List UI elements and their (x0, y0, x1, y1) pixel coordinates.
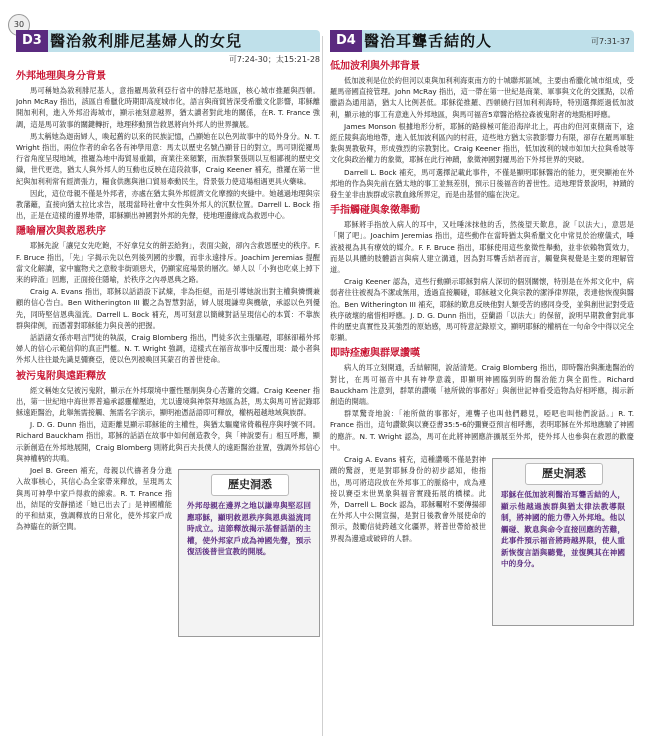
paragraph: Joel B. Green 補充，母親以代禱者身分進入故事核心，其信心為全家帶來釋放，呈現馬太與馬可神學中家戶得救的線索。R. T. France 指出，結尾的安靜描述「她已出去了」是神國權能的平和結束，強調釋放的日常化，使外邦家戶成為神臨在的新空間。 (16, 466, 172, 532)
subheading: 隱喻層次與救恩秩序 (16, 226, 106, 238)
paragraph: Craig A. Evans 指出，耶穌以話語設下試煉，非為拒絕，而是引導她說出對主權與憐憫兼顧的信心告白。Ben Witherington III 觀之為智慧對話，婦人展現謙卑與機敏，承認以色列優先，同時堅信恩典溢流。Darrell L. Bock 補充，馬可刻意以簡練對話呈現信心的本質：不靠族群與律例，而憑著對耶穌能力與良善的把握。 (16, 287, 320, 330)
paragraph: James Monson 根據地形分析，耶穌的路線極可能沿海岸北上，再由約但河東側南下，途經丘陵與高地地帶，進入低加波利區內的村莊，這些地方猶太宗教影響力有限，卻存在羅馬軍駐紮與異教敬拜，形成強烈的宗教對比。Craig Keener 指出，低加波利的城市如加大拉與希坡等文化與政治權力的象徵，耶穌在此行神蹟，象徵神國對羅馬治下外邦世界的突破。 (330, 121, 634, 165)
sidebar-title: 歷史洞悉 (525, 463, 603, 485)
subheading: 即時痊癒與群眾讚嘆 (330, 348, 420, 360)
scripture-reference: 可7:31-37 (590, 37, 630, 46)
paragraph: 話語諸女孫亦唱言門徒的執誤，Craig Blomberg 指出，門徒多次主張驅趕，耶穌卻藉外邦婦人的信心示範信仰的真正門檻。N. T. Wright 強調，這樣式在福音故事中反覆出現：最小者與外邦人往往最先識見彌賽亞，使以色列被喚回其蒙召的普世使命。 (16, 333, 320, 365)
paragraph: 因此，這位母親不僅是外邦者，亦處在猶太與外邦經濟文化摩擦的夾縫中。她越過地理與宗教藩籬，直接向猶太拉比求告，展現當時社會中女性與外邦人的沉默位置。Darrell L. Bock 指出，正是在這樣的邊界地帶，耶穌顯出神國對外邦的先聲，使地理邊緣成為救恩中心。 (16, 188, 320, 221)
paragraph: J. D. G. Dunn 指出，這距離見顯示耶穌能的主權性，與猶太驅魔常倚賴程序與呼號不同。Richard Bauckham 指出，耶穌的話語在故事中如何創造教令，與「神說要有」相互呼應，顯示新創造在外邦地展開，Craig Blomberg 則將此與百夫長僕人的遠距醫治並置，強調外邦信心與神權柄的共鳴。 (16, 420, 320, 463)
article-body (330, 60, 634, 569)
subheading: 手指觸碰與象徵舉動 (330, 205, 420, 217)
article-title: 醫治耳聾舌結的人 (364, 32, 493, 50)
subheading: 被污鬼附與遠距釋放 (16, 370, 106, 382)
history-insight-box (178, 469, 320, 637)
article-header (16, 30, 320, 52)
paragraph: 馬太稱她為迦南婦人，喚起舊約以來的民族記憶，凸顯她在以色列故事中的局外身分。N. T. Wright 指出，兩位作者的命名各有神學用意：馬太以歷史名號凸顯昔日的對立，馬可則從羅馬行省角度呈現地域，推羅為地中海貿易重鎮，商業往來頻繁，而族群緊張則以互相鄙視的歷史交織，世代更迭，猶太人與外邦人的互動也反映在這段敘事，Craig Keener 補充，推羅在第一世紀與加利利常有經濟張力，糧食供應與港口貿易牽動民生，背景張力使這場相遇更具火藥味。 (16, 131, 320, 186)
history-insight-box (492, 458, 634, 626)
column-divider (322, 36, 323, 736)
article-body (16, 70, 320, 557)
sidebar-title: 歷史洞悉 (211, 474, 289, 496)
article-header (330, 30, 634, 52)
paragraph: Darrell L. Bock 補充，馬可選擇記載此事件，不僅是顯明耶穌醫治的能力，更突顯祂在外邦地的作為與先前在猶太地的事工並無差別，預示日後福音的普世性。這地理背景說明，神蹟的發生並非由族群或宗教血緣所界定，而是由基督的臨在決定。 (330, 167, 634, 200)
paragraph: Craig Keener 認為，這些行動顯示耶穌對病人深切的個別關懷，特別是在外邦文化中，病弱者往往被視為不潔或無用，透過直接觸碰，耶穌越文化與宗教的潔淨律界限，表達他恢復與醫治。Ben Witherington III 補充，耶穌的歎息反映他對人類受苦的感同身受，並與創世記對受造秩序破壞的痛惜相呼應。J. D. G. Dunn 指出，亞蘭語「以法大」的保留，說明早期教會對此事件的歷史真實性及其強烈的原始感，馬可特意記錄原文，顯明耶穌的權柄在一句命令中得以完全彰顯。 (330, 277, 634, 343)
sidebar-text: 耶穌在低加波利醫治耳聾舌結的人，顯示他越過族群與猶太律法教導限制，將神國的能力帶入外邦地。他以觸碰、歎息與命令直接回應的苦難，此事件預示福音將跨越界限，使人重新恢復言語與聽覺，並復興其在神國中的身分。 (501, 490, 625, 569)
article-code: D3 (16, 30, 48, 52)
reference-row (16, 52, 320, 66)
paragraph: Craig A. Evans 補充，這種讚嘆不僅是對神蹟的驚訝，更是對耶穌身份的初步認知，他指出，馬可將這段放在外邦事工的脈絡中，成為連接以賽亞末世異象與福音實踐拓展的橋樑。此外，Darrell L. Bock 認為，耶穌囑咐不要傳揚卻在外邦人中公開宣揚，是對日後教會外展使命的預示，鼓勵信徒跨越文化疆界，將普世帶給被世界視為邊遠或破碎的人群。 (330, 455, 486, 543)
paragraph: 低加波利是位於約但河以東與加利利海東南方的十城聯邦區域，主要由希臘化城市組成，受羅馬帝國直接管理。John McRay 指出，這一帶在第一世紀是商業、軍事與文化的交匯點，以希臘語為通用語，猶太人比例甚低。耶穌從推羅、西頓繞行回加利利海時，特別選擇經過低加波利，顯示祂的事工有意進入外邦地區，與馬可福音5章醫治格拉森被鬼附者的地點相呼應。 (330, 76, 634, 119)
paragraph: 群眾驚奇地說：「祂所做的事都好，連聾子也叫他們聽見，啞吧也叫他們說話。」R. T. France 指出，這句讚歎與以賽亞書35:5-6的彌賽亞預言相呼應，表明耶穌在外邦地應驗了神國的應許。N. T. Wright 認為，馬可在此將神國應許擴展至外邦，使外邦人也參與在救恩的歡慶中。 (330, 409, 634, 452)
paragraph: 經文稱她女兒被污鬼附，顯示在外邦環境中靈性壓制與身心苦難的交纏。Craig Keener 指出，第一世紀地中海世界普遍承認靈權壓迫，尤以邊境與神祭拜地區為甚，馬太與馬可皆記錄耶穌遠距醫治，此舉無需接觸、無需名字演示，顯明祂憑話語即可釋放，權柄超越地域與族群。 (16, 385, 320, 418)
article-code: D4 (330, 30, 362, 52)
page-number: 30 (8, 14, 30, 36)
paragraph: 耶穌將手指放入病人的耳中，又吐唾沫抹他的舌，然後望天歎息，說「以法大」，意思是「開了吧」。Joachim Jeremias 指出，這些動作在當時猶太與希臘文化中常見於治療儀式，唾液被視為具有療效的媒介。F. F. Bruce 指出，耶穌使用這些象徵性舉動，並非依賴物質效力，而是以具體的肢體語言與病人建立溝通，因為對耳聾舌結者而言，觸覺與視覺是主要的理解管道。 (330, 220, 634, 275)
paragraph: 耶穌先說「讓兒女先吃飽，不好拿兒女的餅丟給狗」，表面尖銳，卻內含救恩歷史的秩序。F. F. Bruce 指出，「先」字揭示先以色列後列國的步驟，而非永遠排斥。Joachim Jeremias 提醒當文化解讀，家中寵物犬之意較非街頭惡犬，仍顯家庭場景的層次。婦人以「小狗也吃桌上掉下來的碎渣」回應，正面接住隱喻，於秩序之內尋恩典之路。 (16, 241, 320, 285)
subheading: 外邦地理與身分背景 (16, 71, 106, 82)
article-d3 (16, 30, 320, 742)
scripture-reference: 可7:24-30；太15:21-28 (228, 55, 320, 64)
subheading: 低加波利與外邦背景 (330, 61, 420, 72)
paragraph: 病人的耳立刻開通，舌結解開，說話清楚。Craig Blomberg 指出，即時醫治與漸進醫治的對比，在馬可福音中具有神學意義，即顯明神國臨到時的醫治能力與全面性。Richard Bauckham 注意到，群眾的讚嘆「祂所做的事都好」與創世記神看受造物為好相呼應，揭示新創造的開端。 (330, 363, 634, 407)
article-title: 醫治敘利腓尼基婦人的女兒 (50, 32, 243, 50)
article-d4 (330, 30, 634, 742)
paragraph: 馬可稱她為敘利腓尼基人，意指羅馬敘利亞行省中的腓尼基地區，核心城市推羅與西頓。John McRay 指出，該區自希臘化時期即高度城市化，語言與商貿皆深受希臘文化影響，耶穌離開加利利，進入外邦沿海城市，顯示祂刻意越界，猶太讀者對此地的關係，在R. T. France 強調，這是馬可敘事的關鍵轉折，地理移動預告救恩將向外邦人的世界擴展。 (16, 86, 320, 129)
sidebar-text: 外邦母親在邊界之地以謙卑與堅忍回應耶穌，顯明救恩秩序與恩典溢流同時成立。這節釋放揭示基督話語的主權，使外邦家戶成為神國先聲，預示復活後普世宣教的開展。 (187, 501, 311, 557)
